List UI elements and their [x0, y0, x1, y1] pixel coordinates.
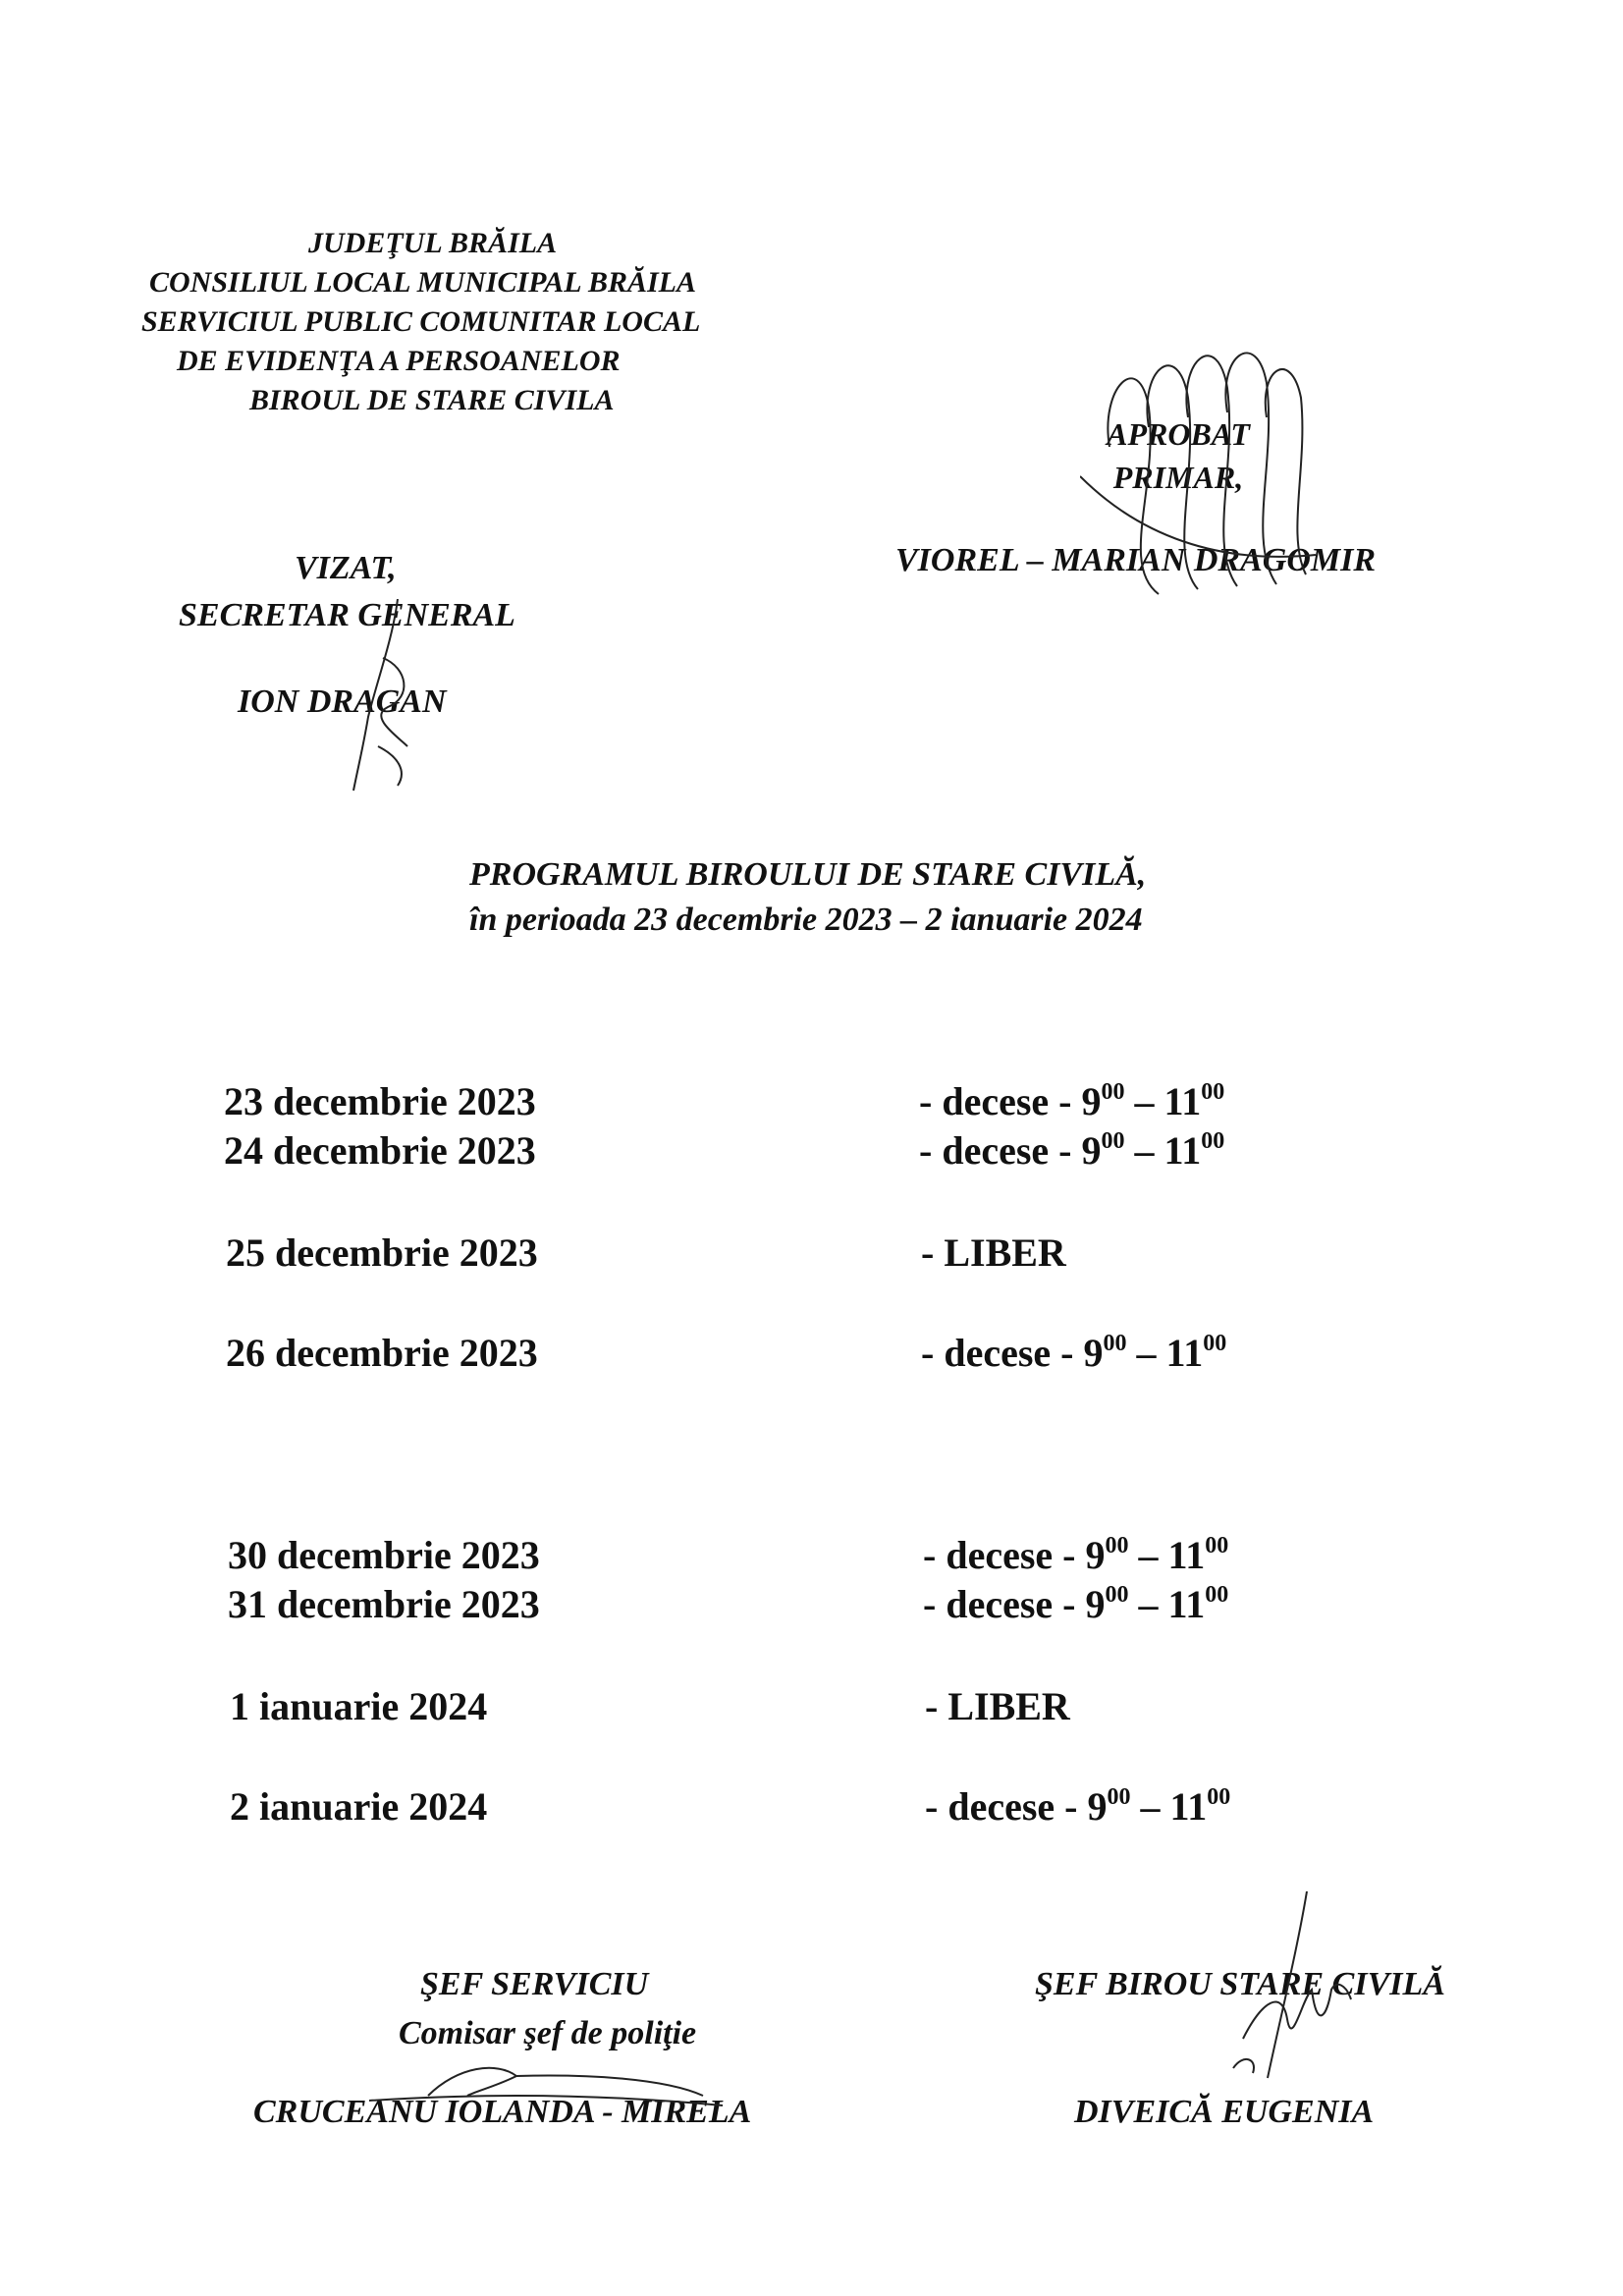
schedule-note: [925, 1783, 1230, 1830]
visa-role: SECRETAR GENERAL: [179, 597, 515, 633]
header-line: SERVICIUL PUBLIC COMUNITAR LOCAL: [141, 305, 701, 338]
schedule-note: [925, 1683, 1070, 1729]
note-sup: 00: [1205, 1533, 1229, 1558]
note-sup: 00: [1203, 1331, 1227, 1356]
service-chief-name: CRUCEANU IOLANDA - MIRELA: [253, 2094, 752, 2130]
schedule-note: [923, 1532, 1228, 1578]
note-sup: 00: [1207, 1784, 1231, 1810]
note-text: - LIBER: [921, 1230, 1066, 1275]
note-sup: 00: [1101, 1079, 1125, 1105]
approval-label: APROBAT: [1107, 416, 1250, 452]
visa-name: ION DRAGAN: [238, 683, 447, 720]
note-sup: 00: [1105, 1582, 1129, 1608]
title-line-1: PROGRAMUL BIROULUI DE STARE CIVILĂ,: [469, 856, 1147, 893]
approval-block: [1060, 412, 1296, 499]
visa-label: VIZAT,: [295, 550, 397, 586]
note-text: - decese - 9: [919, 1128, 1102, 1173]
schedule-date: 2 ianuarie 2024: [230, 1784, 488, 1829]
schedule-date: 1 ianuarie 2024: [230, 1684, 488, 1728]
schedule-note: [919, 1127, 1224, 1174]
schedule-date: 25 decembrie 2023: [226, 1230, 538, 1275]
note-text: - decese - 9: [925, 1784, 1108, 1829]
civil-status-chief-role: ŞEF BIROU STARE CIVILĂ: [1035, 1966, 1445, 2002]
schedule-note: [921, 1330, 1226, 1376]
note-sup: 00: [1103, 1331, 1127, 1356]
schedule-date: 31 decembrie 2023: [228, 1582, 540, 1626]
document-title: [469, 852, 1274, 943]
note-text: - decese - 9: [923, 1533, 1106, 1577]
note-text: - decese - 9: [923, 1582, 1106, 1626]
visa-block: [167, 545, 619, 726]
note-text: – 11: [1130, 1784, 1208, 1829]
schedule-note: [919, 1078, 1224, 1124]
civil-status-chief-name: DIVEICĂ EUGENIA: [1074, 2094, 1375, 2130]
header-line: DE EVIDENŢA A PERSOANELOR: [177, 345, 621, 377]
note-sup: 00: [1201, 1128, 1225, 1154]
approval-role: PRIMAR,: [1112, 460, 1244, 495]
schedule-date: 23 decembrie 2023: [224, 1079, 536, 1123]
note-sup: 00: [1201, 1079, 1225, 1105]
note-sup: 00: [1101, 1128, 1125, 1154]
note-text: – 11: [1128, 1582, 1206, 1626]
header-line: JUDEŢUL BRĂILA: [308, 227, 558, 259]
note-text: – 11: [1128, 1533, 1206, 1577]
civil-status-chief-signature-block: [1035, 1960, 1585, 2137]
title-line-2: în perioada 23 decembrie 2023 – 2 ianuarie 2024: [469, 902, 1143, 938]
schedule-note: [921, 1230, 1066, 1276]
schedule-date: 26 decembrie 2023: [226, 1331, 538, 1375]
schedule-date: 30 decembrie 2023: [228, 1533, 540, 1577]
note-text: – 11: [1124, 1079, 1202, 1123]
note-text: - LIBER: [925, 1684, 1070, 1728]
note-text: - decese - 9: [919, 1079, 1102, 1123]
note-sup: 00: [1205, 1582, 1229, 1608]
service-chief-rank: Comisar şef de poliţie: [399, 2015, 697, 2051]
schedule-note: [923, 1581, 1228, 1627]
note-text: – 11: [1124, 1128, 1202, 1173]
service-chief-signature-block: [253, 1960, 862, 2137]
note-text: – 11: [1126, 1331, 1204, 1375]
mayor-name: VIOREL – MARIAN DRAGOMIR: [895, 542, 1377, 578]
note-sup: 00: [1107, 1784, 1131, 1810]
service-chief-role: ŞEF SERVICIU: [420, 1966, 649, 2002]
header-line: CONSILIUL LOCAL MUNICIPAL BRĂILA: [149, 266, 697, 299]
schedule-date: 24 decembrie 2023: [224, 1128, 536, 1173]
header-line: BIROUL DE STARE CIVILA: [249, 384, 615, 416]
note-sup: 00: [1105, 1533, 1129, 1558]
institution-header: [128, 224, 795, 420]
note-text: - decese - 9: [921, 1331, 1104, 1375]
